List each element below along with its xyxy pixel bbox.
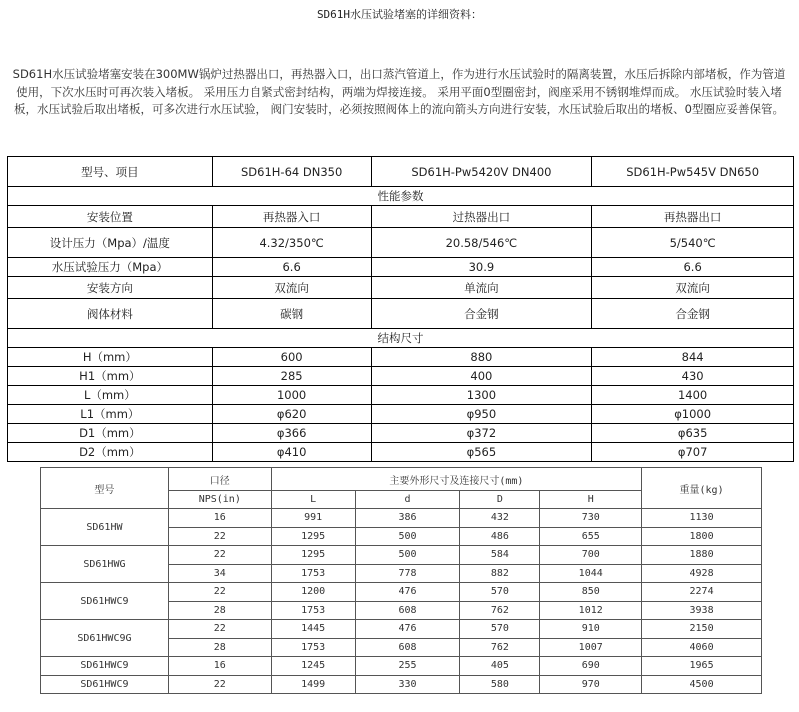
spec-cell: 1300 [371, 386, 592, 405]
dim-cell: 255 [355, 657, 460, 676]
dim-cell: 22 [168, 527, 271, 546]
spec-cell: 5/540℃ [592, 228, 794, 258]
dim-cell: 1753 [271, 638, 355, 657]
dim-cell: 730 [540, 509, 642, 528]
dim-cell: 4500 [642, 675, 762, 694]
dim-cell: 34 [168, 564, 271, 583]
section-row [8, 329, 794, 348]
spec-row [8, 424, 794, 443]
section-title: 性能参数 [8, 187, 794, 206]
spec-cell: 设计压力（Mpa）/温度 [8, 228, 213, 258]
dim-cell: 762 [460, 601, 540, 620]
dim-col-header: d [355, 491, 460, 509]
dim-cell: 1880 [642, 546, 762, 565]
dim-cell: 22 [168, 675, 271, 694]
spec-cell: φ707 [592, 443, 794, 462]
spec-cell: 844 [592, 348, 794, 367]
spec-cell: 安装方向 [8, 277, 213, 299]
spec-cell: 双流向 [212, 277, 371, 299]
table-row [41, 509, 762, 528]
spec-row [8, 348, 794, 367]
dim-cell: 2150 [642, 620, 762, 639]
page-title: SD61H水压试验堵塞的详细资料： [316, 8, 483, 21]
dim-cell: 1200 [271, 583, 355, 602]
spec-cell: 过热器出口 [371, 206, 592, 228]
spec-table [7, 156, 794, 462]
spec-row [8, 258, 794, 277]
col-nps-header: NPS(in) [168, 491, 271, 509]
model-cell: SD61HWC9G [41, 620, 169, 657]
spec-cell: D2（mm） [8, 443, 213, 462]
spec-cell: φ372 [371, 424, 592, 443]
dim-cell: 1295 [271, 546, 355, 565]
dim-cell: 3938 [642, 601, 762, 620]
spec-cell: H（mm） [8, 348, 213, 367]
dim-cell: 1245 [271, 657, 355, 676]
dim-cell: 2274 [642, 583, 762, 602]
dim-cell: 476 [355, 583, 460, 602]
dim-cell: 1800 [642, 527, 762, 546]
spec-cell: 再热器入口 [212, 206, 371, 228]
dim-cell: 608 [355, 638, 460, 657]
dimension-table [40, 467, 762, 694]
spec-cell: 20.58/546℃ [371, 228, 592, 258]
dim-cell: 405 [460, 657, 540, 676]
spec-cell: 合金钢 [592, 299, 794, 329]
col-weight-header: 重量(kg) [642, 468, 762, 509]
col-dims-header: 主要外形尺寸及连接尺寸(mm) [271, 468, 641, 491]
table-row [41, 657, 762, 676]
dim-cell: 22 [168, 546, 271, 565]
spec-cell: φ565 [371, 443, 592, 462]
dim-cell: 28 [168, 638, 271, 657]
section-row [8, 187, 794, 206]
dim-cell: 608 [355, 601, 460, 620]
dim-cell: 22 [168, 620, 271, 639]
dim-cell: 4060 [642, 638, 762, 657]
dim-cell: 4928 [642, 564, 762, 583]
spec-cell: 再热器出口 [592, 206, 794, 228]
spec-cell: 880 [371, 348, 592, 367]
dim-col-header: H [540, 491, 642, 509]
model-cell: SD61HW [41, 509, 169, 546]
spec-row [8, 405, 794, 424]
spec-cell: 水压试验压力（Mpa） [8, 258, 213, 277]
dim-cell: 970 [540, 675, 642, 694]
spec-cell: 6.6 [592, 258, 794, 277]
dim-cell: 1130 [642, 509, 762, 528]
spec-cell: 30.9 [371, 258, 592, 277]
dim-cell: 16 [168, 657, 271, 676]
dim-cell: 570 [460, 583, 540, 602]
dim-cell: 500 [355, 546, 460, 565]
dim-cell: 991 [271, 509, 355, 528]
spec-cell: 单流向 [371, 277, 592, 299]
spec-row [8, 386, 794, 405]
spec-cell: φ366 [212, 424, 371, 443]
spec-cell: L1（mm） [8, 405, 213, 424]
dim-col-header: L [271, 491, 355, 509]
dim-cell: 1445 [271, 620, 355, 639]
dim-cell: 700 [540, 546, 642, 565]
spec-cell: 285 [212, 367, 371, 386]
spec-header-row [8, 157, 794, 187]
dim-cell: 476 [355, 620, 460, 639]
dim-cell: 1499 [271, 675, 355, 694]
spec-header-cell: SD61H-64 DN350 [212, 157, 371, 187]
col-model-header: 型号 [41, 468, 169, 509]
spec-cell: 碳钢 [212, 299, 371, 329]
dim-cell: 1753 [271, 601, 355, 620]
table-row [41, 583, 762, 602]
dim-cell: 1753 [271, 564, 355, 583]
dim-cell: 762 [460, 638, 540, 657]
spec-cell: 合金钢 [371, 299, 592, 329]
dim-cell: 580 [460, 675, 540, 694]
spec-cell: L（mm） [8, 386, 213, 405]
spec-row [8, 367, 794, 386]
spec-cell: 1000 [212, 386, 371, 405]
spec-row [8, 206, 794, 228]
dim-header-row [41, 468, 762, 491]
model-cell: SD61HWC9 [41, 675, 169, 694]
spec-cell: φ1000 [592, 405, 794, 424]
spec-cell: 双流向 [592, 277, 794, 299]
dim-col-header: D [460, 491, 540, 509]
dim-cell: 1044 [540, 564, 642, 583]
table-row [41, 620, 762, 639]
dim-cell: 330 [355, 675, 460, 694]
section-title: 结构尺寸 [8, 329, 794, 348]
spec-cell: 1400 [592, 386, 794, 405]
spec-header-cell: SD61H-Pw5420V DN400 [371, 157, 592, 187]
spec-cell: D1（mm） [8, 424, 213, 443]
spec-header-cell: 型号、项目 [8, 157, 213, 187]
dim-cell: 28 [168, 601, 271, 620]
dim-cell: 432 [460, 509, 540, 528]
spec-row [8, 299, 794, 329]
spec-cell: φ950 [371, 405, 592, 424]
dim-cell: 486 [460, 527, 540, 546]
dim-cell: 690 [540, 657, 642, 676]
model-cell: SD61HWC9 [41, 657, 169, 676]
dim-cell: 882 [460, 564, 540, 583]
dim-cell: 1007 [540, 638, 642, 657]
spec-cell: 400 [371, 367, 592, 386]
table-row [41, 675, 762, 694]
dim-cell: 1012 [540, 601, 642, 620]
model-cell: SD61HWC9 [41, 583, 169, 620]
dim-cell: 655 [540, 527, 642, 546]
spec-cell: φ410 [212, 443, 371, 462]
spec-header-cell: SD61H-Pw545V DN650 [592, 157, 794, 187]
spec-row [8, 228, 794, 258]
dim-cell: 1965 [642, 657, 762, 676]
spec-cell: 安装位置 [8, 206, 213, 228]
spec-cell: 6.6 [212, 258, 371, 277]
spec-row [8, 443, 794, 462]
spec-cell: 600 [212, 348, 371, 367]
spec-cell: φ620 [212, 405, 371, 424]
dim-cell: 16 [168, 509, 271, 528]
dim-cell: 22 [168, 583, 271, 602]
spec-row [8, 277, 794, 299]
dim-cell: 850 [540, 583, 642, 602]
spec-cell: 430 [592, 367, 794, 386]
dim-cell: 584 [460, 546, 540, 565]
dim-cell: 570 [460, 620, 540, 639]
dim-cell: 778 [355, 564, 460, 583]
table-row [41, 546, 762, 565]
spec-cell: 4.32/350℃ [212, 228, 371, 258]
spec-cell: 阀体材料 [8, 299, 213, 329]
spec-cell: H1（mm） [8, 367, 213, 386]
col-size-header: 口径 [168, 468, 271, 491]
spec-cell: φ635 [592, 424, 794, 443]
dim-cell: 500 [355, 527, 460, 546]
dim-cell: 386 [355, 509, 460, 528]
dim-cell: 1295 [271, 527, 355, 546]
intro-paragraph: SD61H水压试验堵塞安装在300MW锅炉过热器出口，再热器入口，出口蒸汽管道上，作为进行水压试验时的隔离装置，水压后拆除内部堵板，作为管道使用，下次水压时可再次装入堵板。 采用压力自紧式密封结构，两端为焊接连接。 采用平面0型圈密封，阀座采用不锈钢堆焊而成。 水压试验时装入堵板，水压试验后取出堵板，可多次进行水压试验， 阀门安装时，必须按照阀体上的流向箭头方向进行安装，水压试验后取出的堵板、0型圈应妥善保管。 [12, 67, 786, 116]
dim-cell: 910 [540, 620, 642, 639]
model-cell: SD61HWG [41, 546, 169, 583]
